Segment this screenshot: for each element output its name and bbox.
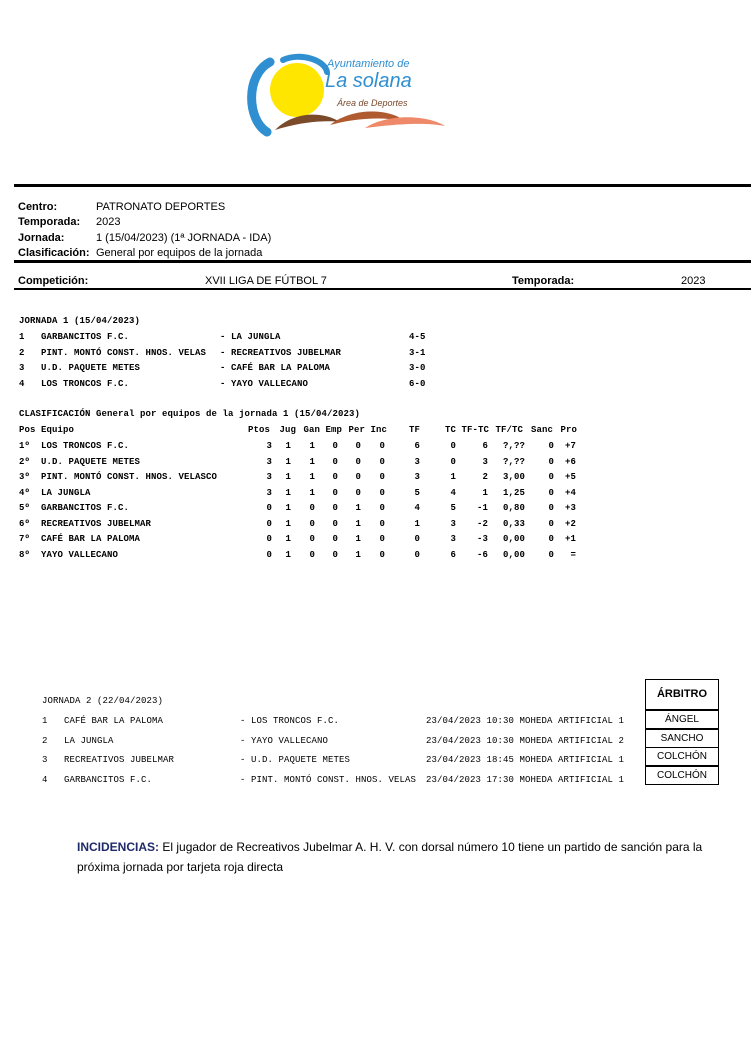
standings-pts: 0 xyxy=(266,518,272,529)
standings-tc: 0 xyxy=(450,456,456,467)
standings-sanc: 0 xyxy=(548,503,554,513)
standings-col-jug: Jug xyxy=(279,425,296,435)
standings-pro: +4 xyxy=(564,487,576,498)
standings-gan: 0 xyxy=(309,549,315,560)
standings-col-emp: Emp xyxy=(325,425,342,435)
standings-tf: 3 xyxy=(414,456,420,467)
result-home-team: PINT. MONTÓ CONST. HNOS. VELAS xyxy=(41,347,207,358)
next-number: 4 xyxy=(42,774,48,785)
standings-emp: 0 xyxy=(332,472,338,482)
result-number: 1 xyxy=(19,332,25,342)
standings-tc: 1 xyxy=(450,472,456,482)
standings-pts: 0 xyxy=(266,503,272,513)
standings-inc: 0 xyxy=(379,549,385,560)
standings-ratio: 0,00 xyxy=(502,534,525,544)
next-datetime-venue: 23/04/2023 10:30 MOHEDA ARTIFICIAL 2 xyxy=(426,735,625,746)
standings-per: 0 xyxy=(355,487,361,498)
jornada-value: 1 (15/04/2023) (1ª JORNADA - IDA) xyxy=(96,232,272,244)
standings-pts: 0 xyxy=(266,549,272,560)
standings-tc: 4 xyxy=(450,487,456,498)
standings-pts: 3 xyxy=(266,487,272,498)
standings-ratio: 3,00 xyxy=(502,472,525,482)
header-mid-rule xyxy=(14,260,751,263)
standings-pts: 3 xyxy=(266,441,272,451)
standings-col-gan: Gan xyxy=(303,425,320,435)
standings-pro: = xyxy=(570,549,576,560)
incidencias-text: El jugador de Recreativos Jubelmar A. H. V. con dorsal número 10 tiene un partido de sanción para la xyxy=(159,840,703,854)
standings-diff: -1 xyxy=(476,503,488,513)
standings-diff: 3 xyxy=(482,456,488,467)
result-home-team: U.D. PAQUETE METES xyxy=(41,363,141,373)
result-number: 3 xyxy=(19,363,25,373)
standings-per: 1 xyxy=(355,518,361,529)
standings-inc: 0 xyxy=(379,534,385,544)
next-datetime-venue: 23/04/2023 10:30 MOHEDA ARTIFICIAL 1 xyxy=(426,716,625,726)
standings-sanc: 0 xyxy=(548,456,554,467)
standings-jug: 1 xyxy=(285,472,291,482)
standings-jug: 1 xyxy=(285,518,291,529)
result-away-team: - YAYO VALLECANO xyxy=(220,378,309,389)
standings-tc: 3 xyxy=(450,534,456,544)
standings-ratio: 0,80 xyxy=(502,503,525,513)
standings-tf: 4 xyxy=(414,503,420,513)
standings-gan: 0 xyxy=(309,503,315,513)
standings-per: 1 xyxy=(355,549,361,560)
standings-diff: 1 xyxy=(482,487,488,498)
standings-tf: 6 xyxy=(414,441,420,451)
result-away-team: - CAFÉ BAR LA PALOMA xyxy=(220,363,331,373)
standings-ratio: ?,?? xyxy=(502,456,525,467)
standings-gan: 1 xyxy=(309,487,315,498)
standings-pos: 7º xyxy=(19,534,31,544)
standings-inc: 0 xyxy=(379,487,385,498)
standings-gan: 0 xyxy=(309,518,315,529)
standings-per: 0 xyxy=(355,441,361,451)
standings-col-pro: Pro xyxy=(560,425,577,435)
standings-tf: 3 xyxy=(414,472,420,482)
logo-line3: Área de Deportes xyxy=(337,98,408,108)
standings-col-sanc: Sanc xyxy=(530,425,553,435)
centro-label: Centro: xyxy=(18,201,58,213)
standings-team: CAFÉ BAR LA PALOMA xyxy=(41,534,141,544)
competicion-label: Competición: xyxy=(18,275,89,287)
next-away-team: - U.D. PAQUETE METES xyxy=(240,755,351,765)
standings-jug: 1 xyxy=(285,441,291,451)
logo xyxy=(245,50,455,140)
standings-col-team: Equipo xyxy=(41,425,75,435)
standings-tc: 3 xyxy=(450,518,456,529)
standings-jug: 1 xyxy=(285,487,291,498)
next-number: 2 xyxy=(42,735,48,746)
standings-pos: 3º xyxy=(19,472,31,482)
standings-sanc: 0 xyxy=(548,549,554,560)
standings-ratio: 0,00 xyxy=(502,549,525,560)
standings-inc: 0 xyxy=(379,503,385,513)
standings-jug: 1 xyxy=(285,534,291,544)
standings-emp: 0 xyxy=(332,549,338,560)
standings-jug: 1 xyxy=(285,456,291,467)
next-away-team: - LOS TRONCOS F.C. xyxy=(240,716,340,726)
result-number: 2 xyxy=(19,347,25,358)
standings-emp: 0 xyxy=(332,534,338,544)
jornada-label: Jornada: xyxy=(18,232,65,244)
header-bottom-rule xyxy=(14,288,751,290)
next-home-team: CAFÉ BAR LA PALOMA xyxy=(64,716,164,726)
standings-tf: 5 xyxy=(414,487,420,498)
standings-gan: 1 xyxy=(309,456,315,467)
standings-col-pos: Pos xyxy=(19,425,36,435)
next-home-team: RECREATIVOS JUBELMAR xyxy=(64,755,175,765)
standings-emp: 0 xyxy=(332,503,338,513)
standings-pro: +1 xyxy=(564,534,576,544)
standings-col-pts: Ptos xyxy=(247,425,270,435)
standings-pos: 4º xyxy=(19,487,31,498)
standings-gan: 1 xyxy=(309,472,315,482)
result-score: 3-0 xyxy=(409,363,426,373)
standings-pts: 3 xyxy=(266,472,272,482)
standings-sanc: 0 xyxy=(548,518,554,529)
arbitro-header: ÁRBITRO xyxy=(645,679,719,710)
next-datetime-venue: 23/04/2023 17:30 MOHEDA ARTIFICIAL 1 xyxy=(426,774,625,785)
standings-per: 0 xyxy=(355,456,361,467)
referee-cell: COLCHÓN xyxy=(645,747,719,766)
comp-temporada-label: Temporada: xyxy=(512,275,575,287)
logo-line1: Ayuntamiento de xyxy=(327,58,410,70)
standings-per: 1 xyxy=(355,534,361,544)
standings-inc: 0 xyxy=(379,441,385,451)
referee-cell: COLCHÓN xyxy=(645,766,719,785)
standings-col-tc: TC xyxy=(444,425,456,435)
result-score: 6-0 xyxy=(409,378,426,389)
standings-gan: 0 xyxy=(309,534,315,544)
logo-line2: La solana xyxy=(325,70,412,92)
clasificacion-label: Clasificación: xyxy=(18,247,90,259)
standings-emp: 0 xyxy=(332,487,338,498)
standings-emp: 0 xyxy=(332,441,338,451)
standings-col-diff: TF-TC xyxy=(461,425,489,435)
standings-inc: 0 xyxy=(379,472,385,482)
standings-tf: 0 xyxy=(414,549,420,560)
result-score: 3-1 xyxy=(409,347,426,358)
standings-team: GARBANCITOS F.C. xyxy=(41,503,130,513)
result-away-team: - LA JUNGLA xyxy=(220,332,281,342)
standings-emp: 0 xyxy=(332,518,338,529)
result-number: 4 xyxy=(19,378,25,389)
next-number: 1 xyxy=(42,716,48,726)
standings-pro: +6 xyxy=(564,456,576,467)
standings-per: 1 xyxy=(355,503,361,513)
standings-col-inc: Inc xyxy=(370,425,387,435)
standings-pos: 2º xyxy=(19,456,31,467)
next-datetime-venue: 23/04/2023 18:45 MOHEDA ARTIFICIAL 1 xyxy=(426,755,625,765)
standings-diff: 2 xyxy=(482,472,488,482)
comp-temporada-value: 2023 xyxy=(681,275,706,287)
next-away-team: - YAYO VALLECANO xyxy=(240,735,329,746)
standings-pro: +7 xyxy=(564,441,576,451)
standings-ratio: 1,25 xyxy=(502,487,525,498)
next-away-team: - PINT. MONTÓ CONST. HNOS. VELAS xyxy=(240,774,417,785)
standings-team: YAYO VALLECANO xyxy=(41,549,119,560)
standings-team: RECREATIVOS JUBELMAR xyxy=(41,518,152,529)
standings-diff: 6 xyxy=(482,441,488,451)
clasificacion-value: General por equipos de la jornada xyxy=(96,247,263,259)
standings-inc: 0 xyxy=(379,518,385,529)
result-home-team: GARBANCITOS F.C. xyxy=(41,332,130,342)
standings-pos: 8º xyxy=(19,549,31,560)
standings-diff: -3 xyxy=(476,534,488,544)
standings-col-ratio: TF/TC xyxy=(495,425,523,435)
standings-pts: 3 xyxy=(266,456,272,467)
standings-pos: 5º xyxy=(19,503,31,513)
next-number: 3 xyxy=(42,755,48,765)
standings-sanc: 0 xyxy=(548,487,554,498)
standings-sanc: 0 xyxy=(548,534,554,544)
temporada-value: 2023 xyxy=(96,216,121,228)
referee-cell: SANCHO xyxy=(645,729,719,748)
standings-team: LOS TRONCOS F.C. xyxy=(41,441,130,451)
standings-ratio: ?,?? xyxy=(502,441,525,451)
standings-tf: 0 xyxy=(414,534,420,544)
referee-cell: ÁNGEL xyxy=(645,710,719,729)
temporada-label: Temporada: xyxy=(18,216,81,228)
standings-pro: +3 xyxy=(564,503,576,513)
incidencias xyxy=(77,837,737,877)
standings-col-per: Per xyxy=(348,425,365,435)
next-home-team: GARBANCITOS F.C. xyxy=(64,774,153,785)
next-title: JORNADA 2 (22/04/2023) xyxy=(42,696,164,706)
standings-team: PINT. MONTÓ CONST. HNOS. VELASCO xyxy=(41,472,218,482)
standings-jug: 1 xyxy=(285,549,291,560)
result-home-team: LOS TRONCOS F.C. xyxy=(41,378,130,389)
standings-per: 0 xyxy=(355,472,361,482)
competicion-name: XVII LIGA DE FÚTBOL 7 xyxy=(205,275,327,287)
standings-title: CLASIFICACIÓN General por equipos de la jornada 1 (15/04/2023) xyxy=(19,409,361,419)
standings-sanc: 0 xyxy=(548,441,554,451)
standings-diff: -6 xyxy=(476,549,488,560)
standings-tc: 5 xyxy=(450,503,456,513)
standings-emp: 0 xyxy=(332,456,338,467)
incidencias-label: INCIDENCIAS: xyxy=(77,840,160,854)
next-home-team: LA JUNGLA xyxy=(64,735,114,746)
standings-pts: 0 xyxy=(266,534,272,544)
result-score: 4-5 xyxy=(409,332,426,342)
standings-gan: 1 xyxy=(309,441,315,451)
standings-pro: +5 xyxy=(564,472,576,482)
standings-jug: 1 xyxy=(285,503,291,513)
centro-value: PATRONATO DEPORTES xyxy=(96,201,226,213)
incidencias-text-2: próxima jornada por tarjeta roja directa xyxy=(77,860,284,874)
header-top-rule xyxy=(14,184,751,187)
standings-diff: -2 xyxy=(476,518,488,529)
standings-pos: 6º xyxy=(19,518,31,529)
standings-pos: 1º xyxy=(19,441,31,451)
results-title: JORNADA 1 (15/04/2023) xyxy=(19,316,141,326)
standings-sanc: 0 xyxy=(548,472,554,482)
standings-tc: 0 xyxy=(450,441,456,451)
standings-inc: 0 xyxy=(379,456,385,467)
standings-team: LA JUNGLA xyxy=(41,487,91,498)
result-away-team: - RECREATIVOS JUBELMAR xyxy=(220,347,342,358)
standings-ratio: 0,33 xyxy=(502,518,525,529)
standings-team: U.D. PAQUETE METES xyxy=(41,456,141,467)
standings-pro: +2 xyxy=(564,518,576,529)
standings-col-tf: TF xyxy=(408,425,420,435)
standings-tf: 1 xyxy=(414,518,420,529)
standings-tc: 6 xyxy=(450,549,456,560)
